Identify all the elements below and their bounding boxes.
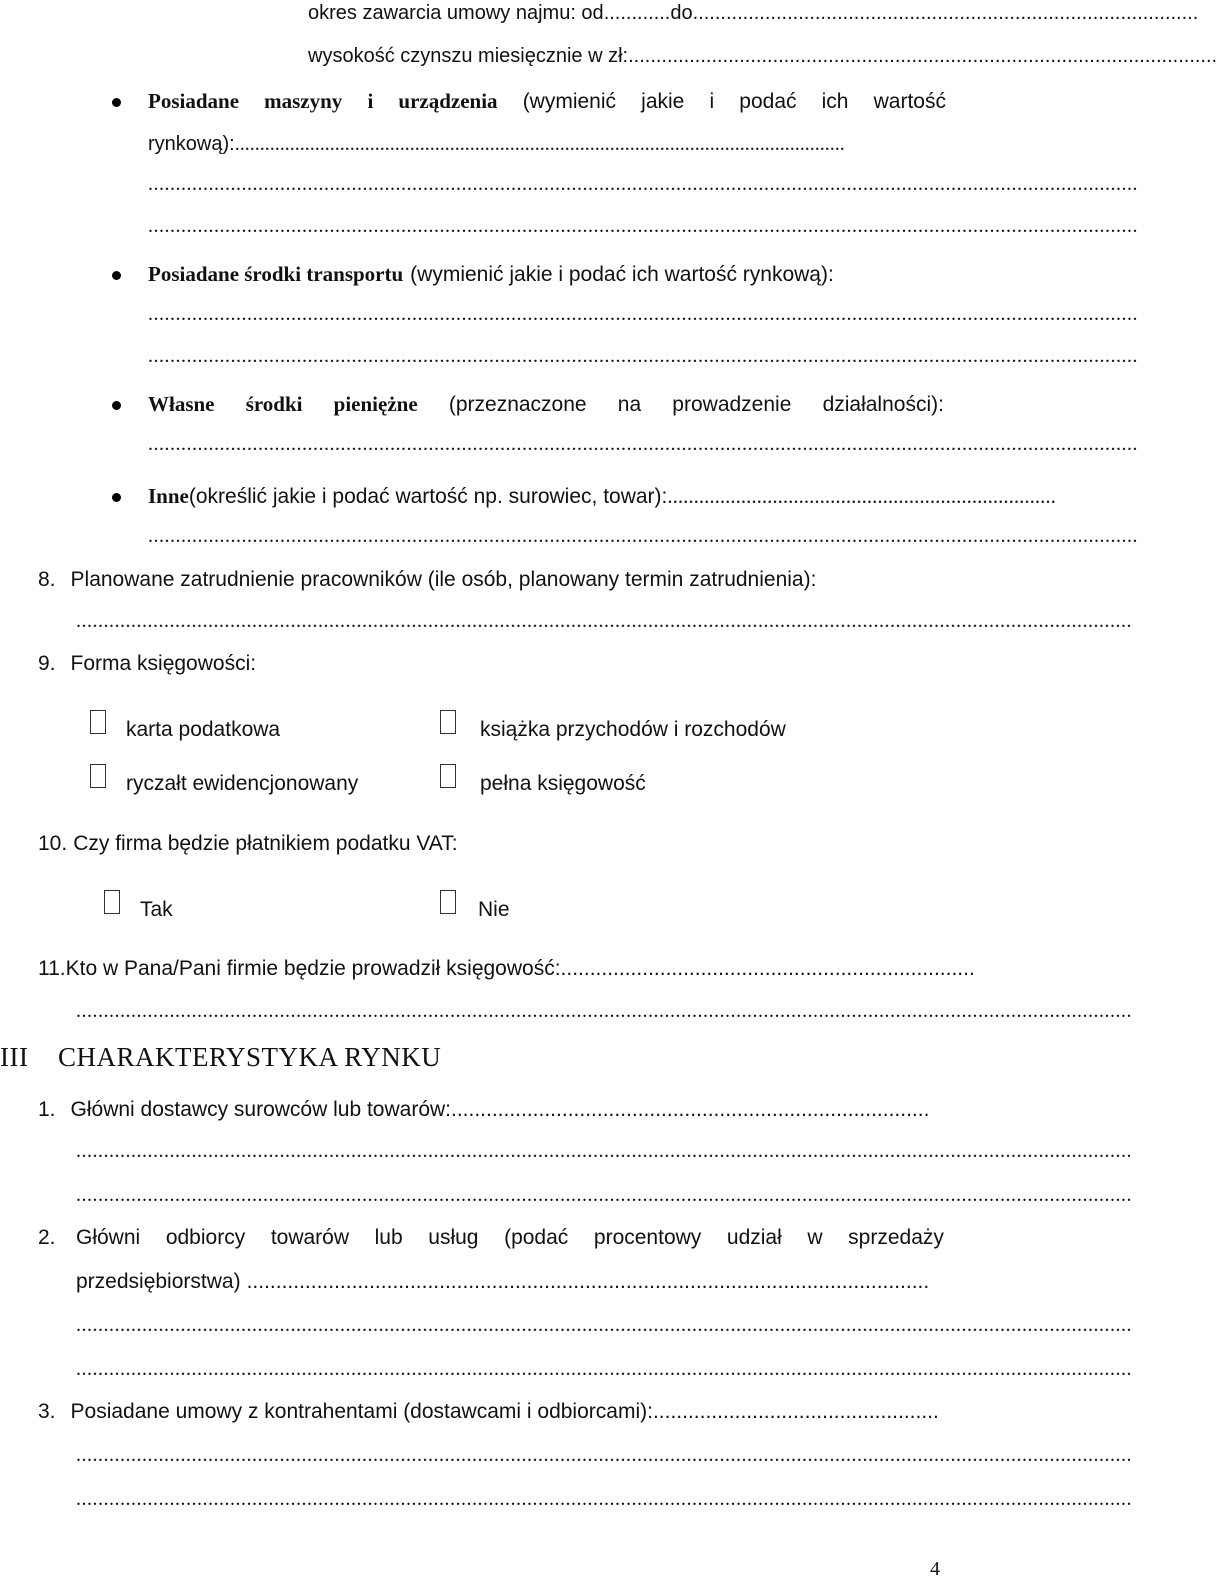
option-label: karta podatkowa bbox=[126, 718, 281, 741]
checkbox-vat-nie[interactable] bbox=[440, 890, 456, 914]
answer-dots-line: ................................................................................................................................................................................................ bbox=[76, 1314, 1132, 1336]
answer-dots: ....................................................................... bbox=[560, 957, 975, 980]
answer-dots-line: .................................................................................................................................................................................... bbox=[148, 303, 1138, 325]
rental-period-dots-to: ........................................................................................... bbox=[692, 2, 1199, 24]
section-title: CHARAKTERYSTYKA RYNKU bbox=[58, 1042, 442, 1072]
option-label: pełna księgowość bbox=[480, 772, 646, 795]
checkbox-karta-podatkowa[interactable] bbox=[90, 710, 106, 734]
answer-dots: .......................................................................... bbox=[667, 484, 1056, 508]
question-8: 8. Planowane zatrudnienie pracowników (ile osób, planowany termin zatrudnienia): bbox=[38, 568, 817, 591]
rent-amount-label: wysokość czynszu miesięcznie w zł: bbox=[308, 45, 629, 67]
checkbox-ksiazka-przychodow[interactable] bbox=[440, 710, 456, 734]
market-question-2-num: 2. bbox=[38, 1226, 56, 1249]
answer-dots-line: .................................................................................................................................................................................... bbox=[148, 433, 1138, 455]
rental-period-dots-from: ............ bbox=[603, 2, 671, 24]
rent-amount-dots: .......................................................................................................... bbox=[628, 45, 1217, 67]
answer-dots-line: ................................................................................................................................................................................................ bbox=[76, 1140, 1132, 1162]
bullet-icon bbox=[112, 401, 121, 410]
asset-cash-line: Własne środki pieniężne (przeznaczone na prowadzenie działalności): bbox=[148, 392, 944, 416]
answer-dots: ..................................................................................................................... bbox=[246, 1270, 930, 1293]
question-11: 11. Kto w Pana/Pani firmie będzie prowadził księgowość: ....................................................................... bbox=[38, 957, 975, 980]
answer-dots: .......................................................................................................................... bbox=[234, 133, 845, 155]
option-label: Tak bbox=[140, 898, 173, 921]
answer-dots-line: .................................................................................................................................................................................... bbox=[148, 173, 1138, 195]
asset-machines-line: Posiadane maszyny i urządzenia (wymienić jakie i podać ich wartość bbox=[148, 89, 946, 113]
rental-period-label: okres zawarcia umowy najmu: od bbox=[308, 2, 604, 24]
bullet-icon bbox=[112, 493, 121, 502]
answer-dots-line: ................................................................................................................................................................................................ bbox=[76, 1444, 1132, 1466]
question-9: 9. Forma księgowości: bbox=[38, 652, 257, 675]
asset-transport-line: Posiadane środki transportu (wymienić jakie i podać ich wartość rynkową): bbox=[148, 262, 834, 286]
option-label: książka przychodów i rozchodów bbox=[480, 718, 786, 741]
answer-dots: ................................................. bbox=[652, 1400, 939, 1423]
answer-dots-line: ................................................................................................................................................................................................ bbox=[76, 1358, 1132, 1380]
checkbox-pelna-ksiegowosc[interactable] bbox=[440, 764, 456, 788]
option-label: ryczałt ewidencjonowany bbox=[126, 772, 359, 795]
rental-period-to: do bbox=[670, 2, 693, 24]
bullet-icon bbox=[112, 271, 121, 280]
answer-dots-line: ................................................................................................................................................................................................ bbox=[76, 1488, 1132, 1510]
answer-dots-line: ................................................................................................................................................................................................ bbox=[76, 1184, 1132, 1206]
checkbox-ryczalt[interactable] bbox=[90, 764, 106, 788]
answer-dots-line: .................................................................................................................................................................................... bbox=[148, 215, 1138, 237]
bullet-icon bbox=[112, 98, 121, 107]
rent-amount-line bbox=[308, 45, 1217, 68]
asset-other-line: Inne (określić jakie i podać wartość np. surowiec, towar): .......................................................................... bbox=[148, 484, 1056, 508]
answer-dots: .................................................................................. bbox=[451, 1098, 930, 1121]
rental-period-line bbox=[308, 2, 1199, 25]
market-question-2: Główni odbiorcy towarów lub usług (podać procentowy udział w sprzedaży bbox=[76, 1226, 944, 1249]
answer-dots-line: .................................................................................................................................................................................... bbox=[148, 345, 1138, 367]
checkbox-vat-tak[interactable] bbox=[104, 890, 120, 914]
market-question-3: 3. Posiadane umowy z kontrahentami (dostawcami i odbiorcami): ................................................. bbox=[38, 1400, 944, 1424]
asset-machines-line2: rynkową): .......................................................................................................................... bbox=[148, 133, 944, 156]
market-question-1: 1. Główni dostawcy surowców lub towarów: .................................................................................. bbox=[38, 1098, 944, 1122]
page-number: 4 bbox=[930, 1558, 940, 1580]
question-10: 10. Czy firma będzie płatnikiem podatku VAT: bbox=[38, 832, 458, 855]
option-label: Nie bbox=[478, 898, 510, 921]
answer-dots-line: ................................................................................................................................................................................................ bbox=[76, 610, 1132, 632]
section-numeral: III bbox=[0, 1042, 29, 1072]
answer-dots-line: .................................................................................................................................................................................... bbox=[148, 525, 1138, 547]
answer-dots-line: ................................................................................................................................................................................................ bbox=[76, 1000, 1132, 1022]
market-question-2-line2: przedsiębiorstwa) ..................................................................................................................... bbox=[76, 1270, 944, 1294]
